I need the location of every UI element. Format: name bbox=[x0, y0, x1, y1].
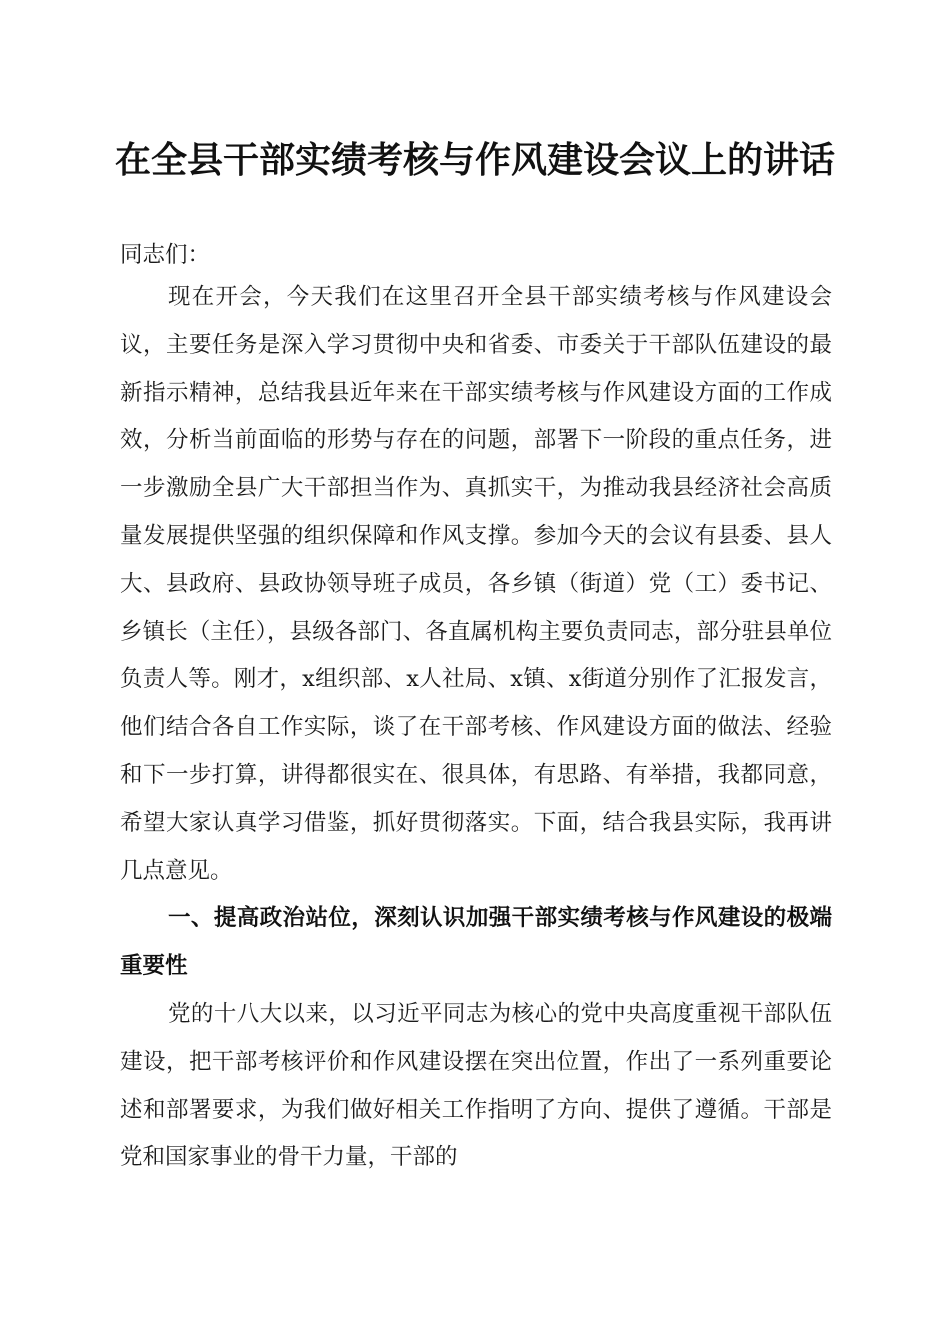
salutation: 同志们： bbox=[120, 242, 211, 268]
section-heading: 一、提高政治站位，深刻认识加强干部实绩考核与作风建设的极端重要性 bbox=[120, 905, 832, 980]
opening-paragraph: 现在开会，今天我们在这里召开全县干部实绩考核与作风建设会议，主要任务是深入学习贯彻中央和省委、市委关于干部队伍建设的最新指示精神，总结我县近年来在干部实绩考核与作风建设方面的工作成效，分析当前面临的形势与存在的问题，部署下一阶段的重点任务，进一步激励全县广大干部担当作为、真抓实干，为推动我县经济社会高质量发展提供坚强的组织保障和作风支撑。参加今天的会议有县委、县人大、县政府、县政协领导班子成员，各乡镇（街道）党（工）委书记、乡镇长（主任），县级各部门、各直属机构主要负责同志，部分驻县单位负责人等。刚才，x组织部、x人社局、x镇、x街道分别作了汇报发言，他们结合各自工作实际，谈了在干部考核、作风建设方面的做法、经验和下一步打算，讲得都很实在、很具体，有思路、有举措，我都同意，希望大家认真学习借鉴，抓好贯彻落实。下面，结合我县实际，我再讲几点意见。 bbox=[120, 284, 832, 884]
document-body bbox=[120, 274, 832, 1182]
section-paragraph: 党的十八大以来，以习近平同志为核心的党中央高度重视干部队伍建设，把干部考核评价和作风建设摆在突出位置，作出了一系列重要论述和部署要求，为我们做好相关工作指明了方向、提供了遵循。干部是党和国家事业的骨干力量，干部的 bbox=[120, 1000, 832, 1171]
document-title: 在全县干部实绩考核与作风建设会议上的讲话 bbox=[114, 139, 835, 181]
